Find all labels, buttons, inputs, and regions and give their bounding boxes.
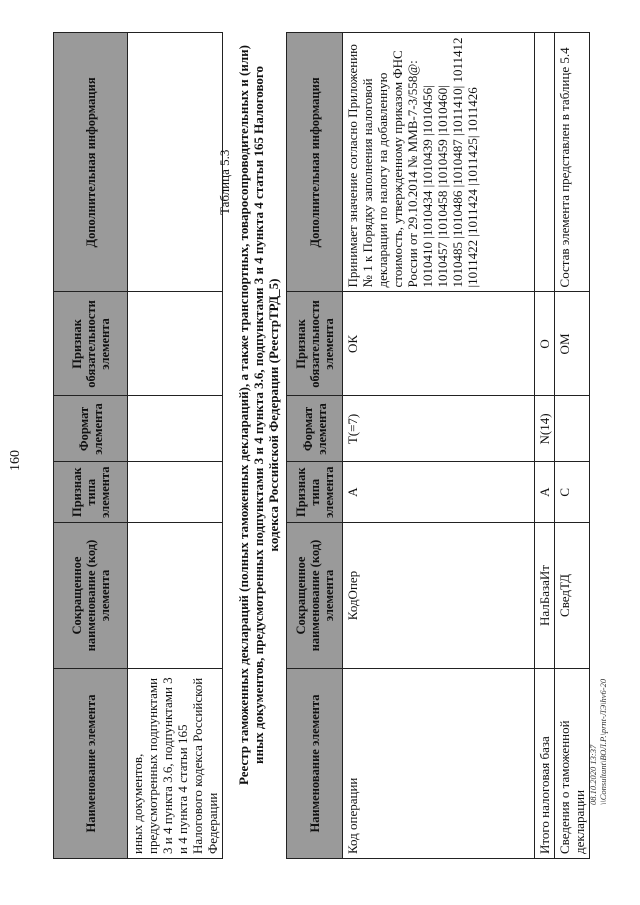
column-header: Формат элемента <box>54 396 128 462</box>
print-stamp-path: \\Consultant\ВОЛ.Р.\prnt-ЛЭ\hv6-20 <box>598 678 608 805</box>
element-name-cell: Код операции <box>343 669 535 859</box>
table-row <box>535 33 555 859</box>
column-header: Формат элемента <box>287 396 343 462</box>
table-title: Реестр таможенных деклараций (полных таможенных деклараций), а также транспортных, товаросопроводительных и (или) иных документов, предусмотренных подпунктами 3 и 4 пункта 3.6, подпунктами 3 и 4 пункта 4 статьи 165 Налогового кодекса Российской Федерации (РеестрТРД_5) <box>236 45 281 785</box>
element-format-cell: N(14) <box>535 396 555 462</box>
table-row <box>343 33 535 859</box>
table-label: Таблица 5.3 <box>217 149 232 215</box>
element-required-cell: ОК <box>343 292 535 396</box>
element-code-cell: КодОпер <box>343 523 535 669</box>
table-row <box>128 33 223 859</box>
element-type-cell: А <box>535 462 555 523</box>
element-code-cell: СведТД <box>555 523 590 669</box>
element-code-cell <box>128 523 223 669</box>
element-info-cell: Состав элемента представлен в таблице 5.4 <box>555 33 590 292</box>
element-type-cell: А <box>343 462 535 523</box>
element-name-cell: Итого налоговая база <box>535 669 555 859</box>
column-header: Признак обязательности элемента <box>54 292 128 396</box>
column-header: Сокращенное наименование (код) элемента <box>287 523 343 669</box>
table-header-row <box>287 33 343 859</box>
column-header: Наименование элемента <box>287 669 343 859</box>
element-type-cell <box>128 462 223 523</box>
column-header: Наименование элемента <box>54 669 128 859</box>
element-info-cell: Принимает значение согласно Приложению № 1 к Порядку заполнения налоговой декларации по налогу на добавленную стоимость, утвержденному приказом ФНС России от 29.10.2014 № ММВ-7-3/558@: 1010410 |1010434 |1010439 |1010456| 1010457 |1010458 |1010459 |1010460| 1010485 |1010486 |1010487 |1011410| 1011412 |1011422 |1011424 |1011425| 1011426 <box>343 33 535 292</box>
element-info-cell <box>128 33 223 292</box>
element-info-cell <box>535 33 555 292</box>
element-required-cell: О <box>535 292 555 396</box>
column-header: Признак типа элемента <box>54 462 128 523</box>
table-header-row <box>54 33 128 859</box>
element-name-cell: иных документов, предусмотренных подпунктами 3 и 4 пункта 3.6, подпунктами 3 и 4 пункта 4 статьи 165 Налогового кодекса Российской Федерации <box>128 669 223 859</box>
column-header: Признак обязательности элемента <box>287 292 343 396</box>
element-required-cell <box>128 292 223 396</box>
print-stamp-date: 08.10.2020 13:37 <box>588 744 598 805</box>
table-row <box>555 33 590 859</box>
column-header: Сокращенное наименование (код) элемента <box>54 523 128 669</box>
print-stamp <box>588 679 608 805</box>
element-name-cell: Сведения о таможенной декларации <box>555 669 590 859</box>
registry-table <box>286 32 590 859</box>
page-number: 160 <box>8 450 23 471</box>
element-format-cell: T(=7) <box>343 396 535 462</box>
continued-table <box>53 32 223 859</box>
element-required-cell: ОМ <box>555 292 590 396</box>
element-format-cell <box>555 396 590 462</box>
element-format-cell <box>128 396 223 462</box>
column-header: Дополнительная информация <box>287 33 343 292</box>
column-header: Признак типа элемента <box>287 462 343 523</box>
column-header: Дополнительная информация <box>54 33 128 292</box>
element-type-cell: С <box>555 462 590 523</box>
element-code-cell: НалБазаИт <box>535 523 555 669</box>
